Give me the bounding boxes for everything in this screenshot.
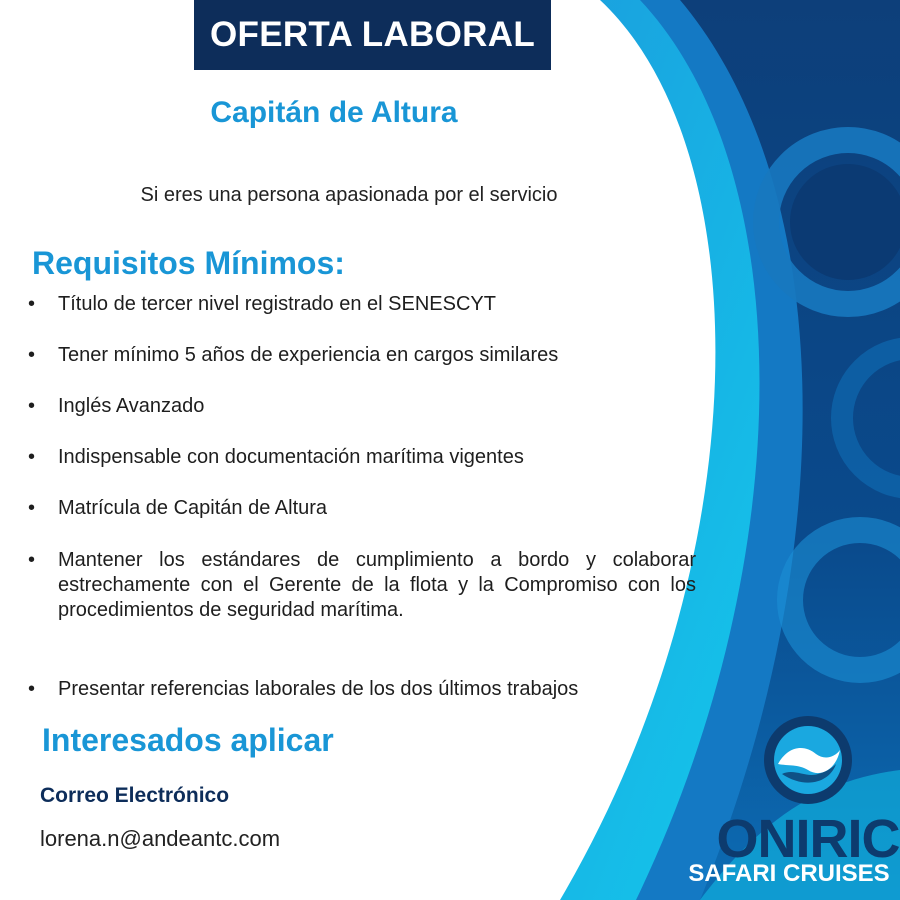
requirement-text: Inglés Avanzado bbox=[58, 395, 205, 417]
requirement-item bbox=[28, 292, 696, 317]
email-label: Correo Electrónico bbox=[40, 784, 230, 807]
bullet-icon: • bbox=[28, 344, 36, 366]
header-title: OFERTA LABORAL bbox=[194, 0, 551, 70]
brand-logo-text: ONIRIC bbox=[716, 809, 900, 869]
requirement-item bbox=[28, 394, 696, 419]
requirement-text: Indispensable con documentación marítima vigentes bbox=[58, 446, 524, 468]
intro-text: Si eres una persona apasionada por el servicio bbox=[140, 184, 558, 206]
requirement-text: Mantener los estándares de cumplimiento a bordo y colaborar estrechamente con el Gerente de la flota y la Compromiso con los procedimientos de seguridad marítima. bbox=[58, 549, 696, 621]
apply-heading: Interesados aplicar bbox=[42, 722, 334, 758]
requirement-item bbox=[28, 445, 696, 470]
brand-tagline: SAFARI CRUISES bbox=[688, 860, 890, 887]
bullet-icon: • bbox=[28, 446, 36, 468]
bullet-icon: • bbox=[28, 497, 36, 519]
requirement-item bbox=[28, 548, 696, 623]
requirements-heading: Requisitos Mínimos: bbox=[32, 245, 345, 281]
bullet-icon: • bbox=[28, 293, 36, 315]
requirement-text: Tener mínimo 5 años de experiencia en cargos similares bbox=[58, 344, 559, 366]
requirement-text: Presentar referencias laborales de los dos últimos trabajos bbox=[58, 678, 579, 700]
requirement-text: Matrícula de Capitán de Altura bbox=[58, 497, 328, 519]
job-title: Capitán de Altura bbox=[210, 96, 458, 129]
requirement-item bbox=[28, 496, 696, 521]
requirement-item bbox=[28, 343, 696, 368]
bullet-icon: • bbox=[28, 395, 36, 417]
wave-circle-icon bbox=[760, 712, 856, 808]
bullet-icon: • bbox=[28, 549, 36, 571]
requirement-text: Título de tercer nivel registrado en el SENESCYT bbox=[58, 293, 496, 315]
requirement-item bbox=[28, 677, 696, 702]
bullet-icon: • bbox=[28, 678, 36, 700]
email-link[interactable]: lorena.n@andeantc.com bbox=[40, 826, 281, 851]
